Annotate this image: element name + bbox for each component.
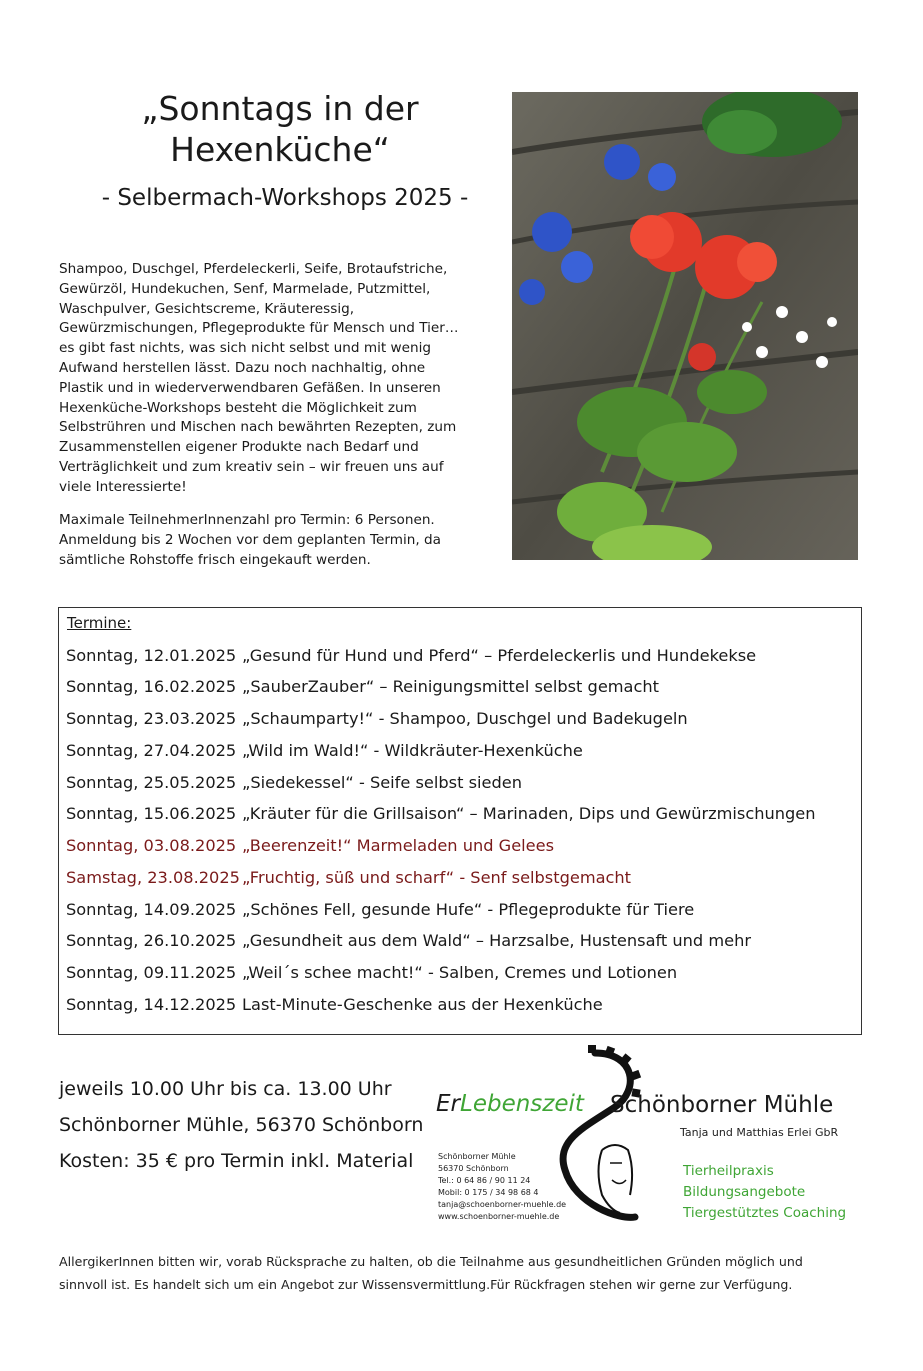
contact-line: 56370 Schönborn: [438, 1164, 509, 1173]
date-row-highlighted: [66, 836, 554, 855]
cost-info: Kosten: 35 € pro Termin inkl. Material: [59, 1150, 414, 1172]
workshop-title: „Gesundheit aus dem Wald“ – Harzsalbe, Hustensaft und mehr: [242, 931, 751, 950]
date-row: [66, 709, 688, 728]
contact-line: Tel.: 0 64 86 / 90 11 24: [438, 1176, 531, 1185]
date-row: [66, 741, 583, 760]
intro-line: Shampoo, Duschgel, Pferdeleckerli, Seife, Brotaufstriche,: [59, 261, 448, 277]
page-title: [60, 88, 500, 170]
workshop-title: „Schaumparty!“ - Shampoo, Duschgel und Badekugeln: [242, 709, 688, 728]
intro-line: viele Interessierte!: [59, 478, 187, 495]
contact-line: www.schoenborner-muehle.de: [438, 1212, 560, 1221]
footer-line: AllergikerInnen bitten wir, vorab Rücksprache zu halten, ob die Teilnahme aus gesundheitlichen Gründen möglich und: [59, 1254, 803, 1269]
date-label: Sonntag, 09.11.2025: [66, 963, 237, 982]
notes-line: sämtliche Rohstoffe frisch eingekauft werden.: [59, 551, 371, 568]
footer-line: sinnvoll ist. Es handelt sich um ein Angebot zur Wissensvermittlung.Für Rückfragen stehen wir gerne zur Verfügung.: [59, 1277, 793, 1292]
workshop-title: „Weil´s schee macht!“ - Salben, Cremes und Lotionen: [242, 963, 678, 982]
intro-text: [59, 260, 499, 498]
date-row: [66, 931, 751, 950]
service-item: Tiergestütztes Coaching: [683, 1205, 847, 1221]
allergy-footer: [59, 1250, 859, 1296]
services-list: [683, 1161, 846, 1224]
intro-line: Zusammenstellen eigener Produkte nach Bedarf und: [59, 439, 419, 456]
date-label: Sonntag, 14.12.2025: [66, 995, 237, 1014]
date-label: Sonntag, 12.01.2025: [66, 646, 237, 665]
date-row: [66, 963, 677, 982]
dates-heading: Termine:: [67, 614, 132, 632]
date-row: [66, 995, 603, 1014]
intro-line: Plastik und in wiederverwendbaren Gefäßen. In unseren: [59, 379, 441, 396]
date-label: Sonntag, 03.08.2025: [66, 836, 237, 855]
participation-notes: [59, 511, 499, 570]
workshop-title: „Schönes Fell, gesunde Hufe“ - Pflegeprodukte für Tiere: [242, 900, 695, 919]
contact-line: Schönborner Mühle: [438, 1152, 516, 1161]
workshop-title: „Gesund für Hund und Pferd“ – Pferdeleckerlis und Hundekekse: [242, 646, 757, 665]
notes-line: Maximale TeilnehmerInnenzahl pro Termin: 6 Personen.: [59, 512, 435, 528]
brand-lebenszeit: Lebenszeit: [460, 1091, 584, 1117]
date-label: Samstag, 23.08.2025: [66, 868, 240, 887]
date-row: [66, 900, 694, 919]
flower-bouquet-photo: [512, 92, 858, 560]
owners: Tanja und Matthias Erlei GbR: [680, 1126, 839, 1139]
brand-name: [436, 1091, 584, 1117]
date-label: Sonntag, 25.05.2025: [66, 773, 237, 792]
intro-line: Gewürzöl, Hundekuchen, Senf, Marmelade, Putzmittel,: [59, 280, 431, 297]
workshop-title: „Siedekessel“ - Seife selbst sieden: [242, 773, 522, 792]
title-line-2: Hexenküche“: [170, 130, 390, 169]
workshop-title: „Wild im Wald!“ - Wildkräuter-Hexenküche: [242, 741, 583, 760]
page-subtitle: - Selbermach-Workshops 2025 -: [101, 185, 469, 211]
contact-line: Mobil: 0 175 / 34 98 68 4: [438, 1188, 539, 1197]
intro-line: Waschpulver, Gesichtscreme, Kräuteressig,: [59, 300, 355, 317]
workshop-title: „Beerenzeit!“ Marmeladen und Gelees: [242, 836, 555, 855]
notes-line: Anmeldung bis 2 Wochen vor dem geplanten Termin, da: [59, 531, 441, 548]
date-row: [66, 773, 522, 792]
intro-line: Selbstrühren und Mischen nach bewährten Rezepten, zum: [59, 419, 457, 436]
date-label: Sonntag, 14.09.2025: [66, 900, 237, 919]
company-logo: [430, 1045, 870, 1235]
title-line-1: „Sonntags in der: [141, 89, 419, 128]
date-label: Sonntag, 26.10.2025: [66, 931, 237, 950]
mill-name: Schönborner Mühle: [610, 1092, 834, 1118]
workshop-title: Last-Minute-Geschenke aus der Hexenküche: [242, 995, 603, 1014]
date-row: [66, 646, 756, 665]
workshop-title: „Fruchtig, süß und scharf“ - Senf selbstgemacht: [242, 868, 632, 887]
location-info: Schönborner Mühle, 56370 Schönborn: [59, 1114, 424, 1136]
date-label: Sonntag, 15.06.2025: [66, 804, 237, 823]
date-row-highlighted: [66, 868, 631, 887]
service-item: Tierheilpraxis: [683, 1163, 774, 1179]
date-label: Sonntag, 16.02.2025: [66, 677, 237, 696]
intro-line: Aufwand herstellen lässt. Dazu noch nachhaltig, ohne: [59, 359, 426, 376]
intro-line: Gewürzmischungen, Pflegeprodukte für Mensch und Tier…: [59, 320, 459, 337]
date-row: [66, 677, 659, 696]
brand-er: Er: [436, 1091, 460, 1117]
date-label: Sonntag, 23.03.2025: [66, 709, 237, 728]
intro-line: Hexenküche-Workshops besteht die Möglichkeit zum: [59, 399, 417, 416]
date-label: Sonntag, 27.04.2025: [66, 741, 237, 760]
service-item: Bildungsangebote: [683, 1184, 806, 1200]
contact-block: [438, 1151, 566, 1223]
time-info: jeweils 10.00 Uhr bis ca. 13.00 Uhr: [59, 1078, 392, 1100]
contact-line: tanja@schoenborner-muehle.de: [438, 1200, 567, 1209]
dates-box: [58, 607, 862, 1035]
intro-line: es gibt fast nichts, was sich nicht selbst und mit wenig: [59, 340, 432, 357]
workshop-title: „Kräuter für die Grillsaison“ – Marinaden, Dips und Gewürzmischungen: [242, 804, 816, 823]
intro-line: Verträglichkeit und zum kreativ sein – wir freuen uns auf: [59, 458, 444, 475]
date-row: [66, 804, 816, 823]
workshop-title: „SauberZauber“ – Reinigungsmittel selbst gemacht: [242, 677, 659, 696]
